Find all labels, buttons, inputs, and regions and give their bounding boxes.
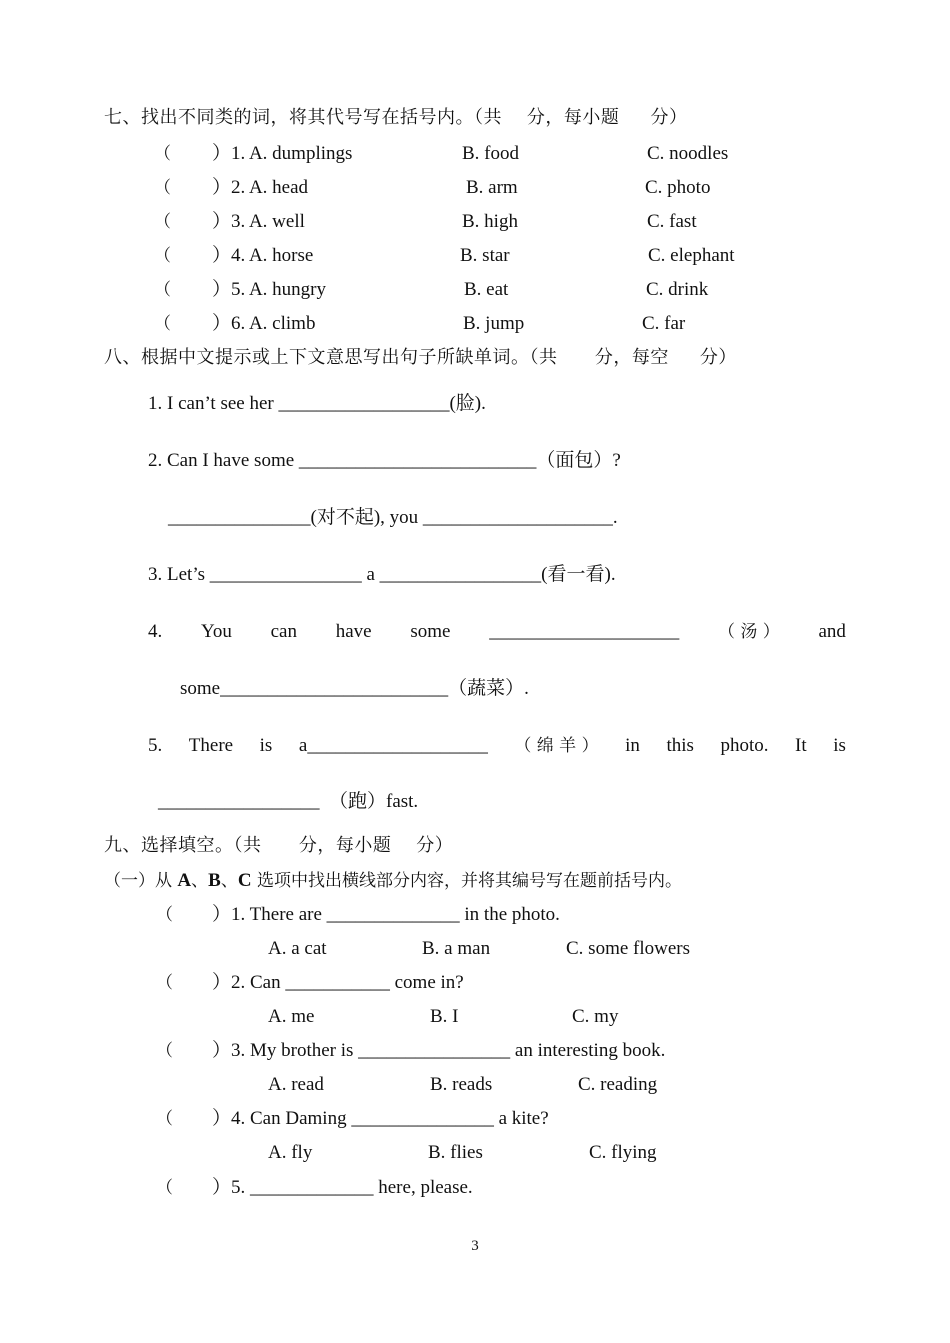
open-paren: （ bbox=[154, 280, 171, 300]
option-c: C. my bbox=[572, 1006, 619, 1027]
chinese-hint: （ 绵 羊 ） bbox=[514, 736, 599, 756]
open-paren: （ bbox=[156, 1041, 173, 1061]
option-c: C. drink bbox=[646, 279, 709, 300]
fill-question-3: 3. Let’s ________________ a _________________(看一看). bbox=[148, 564, 616, 585]
option-letter-a: A bbox=[177, 870, 192, 891]
section-8-title: 八、根据中文提示或上下文意思写出句子所缺单词。（共 分，每空 分） bbox=[104, 347, 737, 368]
word: some bbox=[410, 621, 451, 642]
item-stem: ）5. A. hungry bbox=[212, 279, 327, 300]
option-b: B. jump bbox=[463, 313, 525, 334]
word: There bbox=[188, 735, 234, 756]
option-b: B. a man bbox=[422, 938, 491, 959]
question-stem: ）5. _____________ here, please. bbox=[212, 1177, 473, 1198]
question-stem: ）4. Can Daming _______________ a kite? bbox=[212, 1108, 549, 1129]
blank: a___________________ bbox=[298, 735, 488, 756]
question-stem: ）1. There are ______________ in the photo. bbox=[212, 904, 560, 925]
option-c: C. flying bbox=[589, 1142, 657, 1163]
option-a: A. me bbox=[268, 1006, 315, 1027]
subtitle-prefix: （一）从 bbox=[104, 871, 178, 891]
question-stem: ）2. Can ___________ come in? bbox=[212, 972, 464, 993]
word: photo. bbox=[720, 735, 769, 756]
option-c: C. reading bbox=[578, 1074, 658, 1095]
option-letter-b: B bbox=[208, 870, 221, 891]
option-letter-c: C bbox=[237, 870, 252, 891]
open-paren: （ bbox=[156, 905, 173, 925]
word: is bbox=[259, 735, 273, 756]
item-stem: ）1. A. dumplings bbox=[212, 143, 353, 164]
option-b: B. star bbox=[460, 245, 510, 266]
word: 4. bbox=[148, 621, 163, 642]
section-9-title: 九、选择填空。（共 分，每小题 分） bbox=[104, 835, 454, 856]
fill-question-4-continued: some________________________（蔬菜）. bbox=[180, 678, 529, 699]
word: can bbox=[270, 621, 297, 642]
option-c: C. far bbox=[642, 313, 686, 334]
word: this bbox=[666, 735, 694, 756]
section-7-title: 七、找出不同类的词，将其代号写在括号内。（共 分，每小题 分） bbox=[104, 107, 688, 128]
page-number: 3 bbox=[471, 1238, 479, 1254]
fill-question-2: 2. Can I have some _________________________（面包）? bbox=[148, 450, 621, 471]
word: and bbox=[818, 621, 846, 642]
item-stem: ）2. A. head bbox=[212, 177, 309, 198]
subtitle-separator: 、 bbox=[220, 871, 238, 891]
word: is bbox=[833, 735, 846, 756]
word: It bbox=[795, 735, 807, 756]
subtitle-rest: 选项中找出横线部分内容，并将其编号写在题前括号内。 bbox=[251, 871, 682, 891]
option-a: A. a cat bbox=[268, 938, 327, 959]
item-stem: ）4. A. horse bbox=[212, 245, 314, 266]
open-paren: （ bbox=[154, 144, 171, 164]
word: You bbox=[201, 621, 232, 642]
fill-question-4 bbox=[148, 620, 846, 644]
option-a: A. fly bbox=[268, 1142, 313, 1163]
open-paren: （ bbox=[154, 212, 171, 232]
option-b: B. eat bbox=[464, 279, 509, 300]
section-9-subtitle bbox=[104, 869, 682, 893]
option-b: B. high bbox=[462, 211, 518, 232]
open-paren: （ bbox=[154, 178, 171, 198]
option-c: C. noodles bbox=[647, 143, 729, 164]
fill-question-5 bbox=[148, 734, 846, 758]
open-paren: （ bbox=[154, 246, 171, 266]
option-b: B. arm bbox=[466, 177, 518, 198]
word: 5. bbox=[148, 735, 163, 756]
subtitle-separator: 、 bbox=[191, 871, 209, 891]
fill-question-2-continued: _______________(对不起), you ____________________. bbox=[168, 507, 618, 528]
fill-question-5-continued: _________________ （跑）fast. bbox=[158, 791, 419, 812]
blank: ____________________ bbox=[489, 621, 680, 642]
open-paren: （ bbox=[156, 1178, 173, 1198]
open-paren: （ bbox=[156, 1109, 173, 1129]
option-b: B. flies bbox=[428, 1142, 483, 1163]
item-stem: ）3. A. well bbox=[212, 211, 305, 232]
chinese-hint: （ 汤 ） bbox=[717, 622, 780, 642]
item-stem: ）6. A. climb bbox=[212, 313, 316, 334]
option-b: B. I bbox=[430, 1006, 459, 1027]
option-b: B. reads bbox=[430, 1074, 493, 1095]
option-c: C. some flowers bbox=[566, 938, 691, 959]
open-paren: （ bbox=[156, 973, 173, 993]
word: have bbox=[335, 621, 372, 642]
option-b: B. food bbox=[462, 143, 519, 164]
word: in bbox=[625, 735, 640, 756]
option-a: A. read bbox=[268, 1074, 324, 1095]
option-c: C. photo bbox=[645, 177, 711, 198]
fill-question-1: 1. I can’t see her __________________(脸). bbox=[148, 393, 486, 414]
option-c: C. fast bbox=[647, 211, 697, 232]
option-c: C. elephant bbox=[648, 245, 735, 266]
open-paren: （ bbox=[154, 314, 171, 334]
question-stem: ）3. My brother is ________________ an interesting book. bbox=[212, 1040, 666, 1061]
